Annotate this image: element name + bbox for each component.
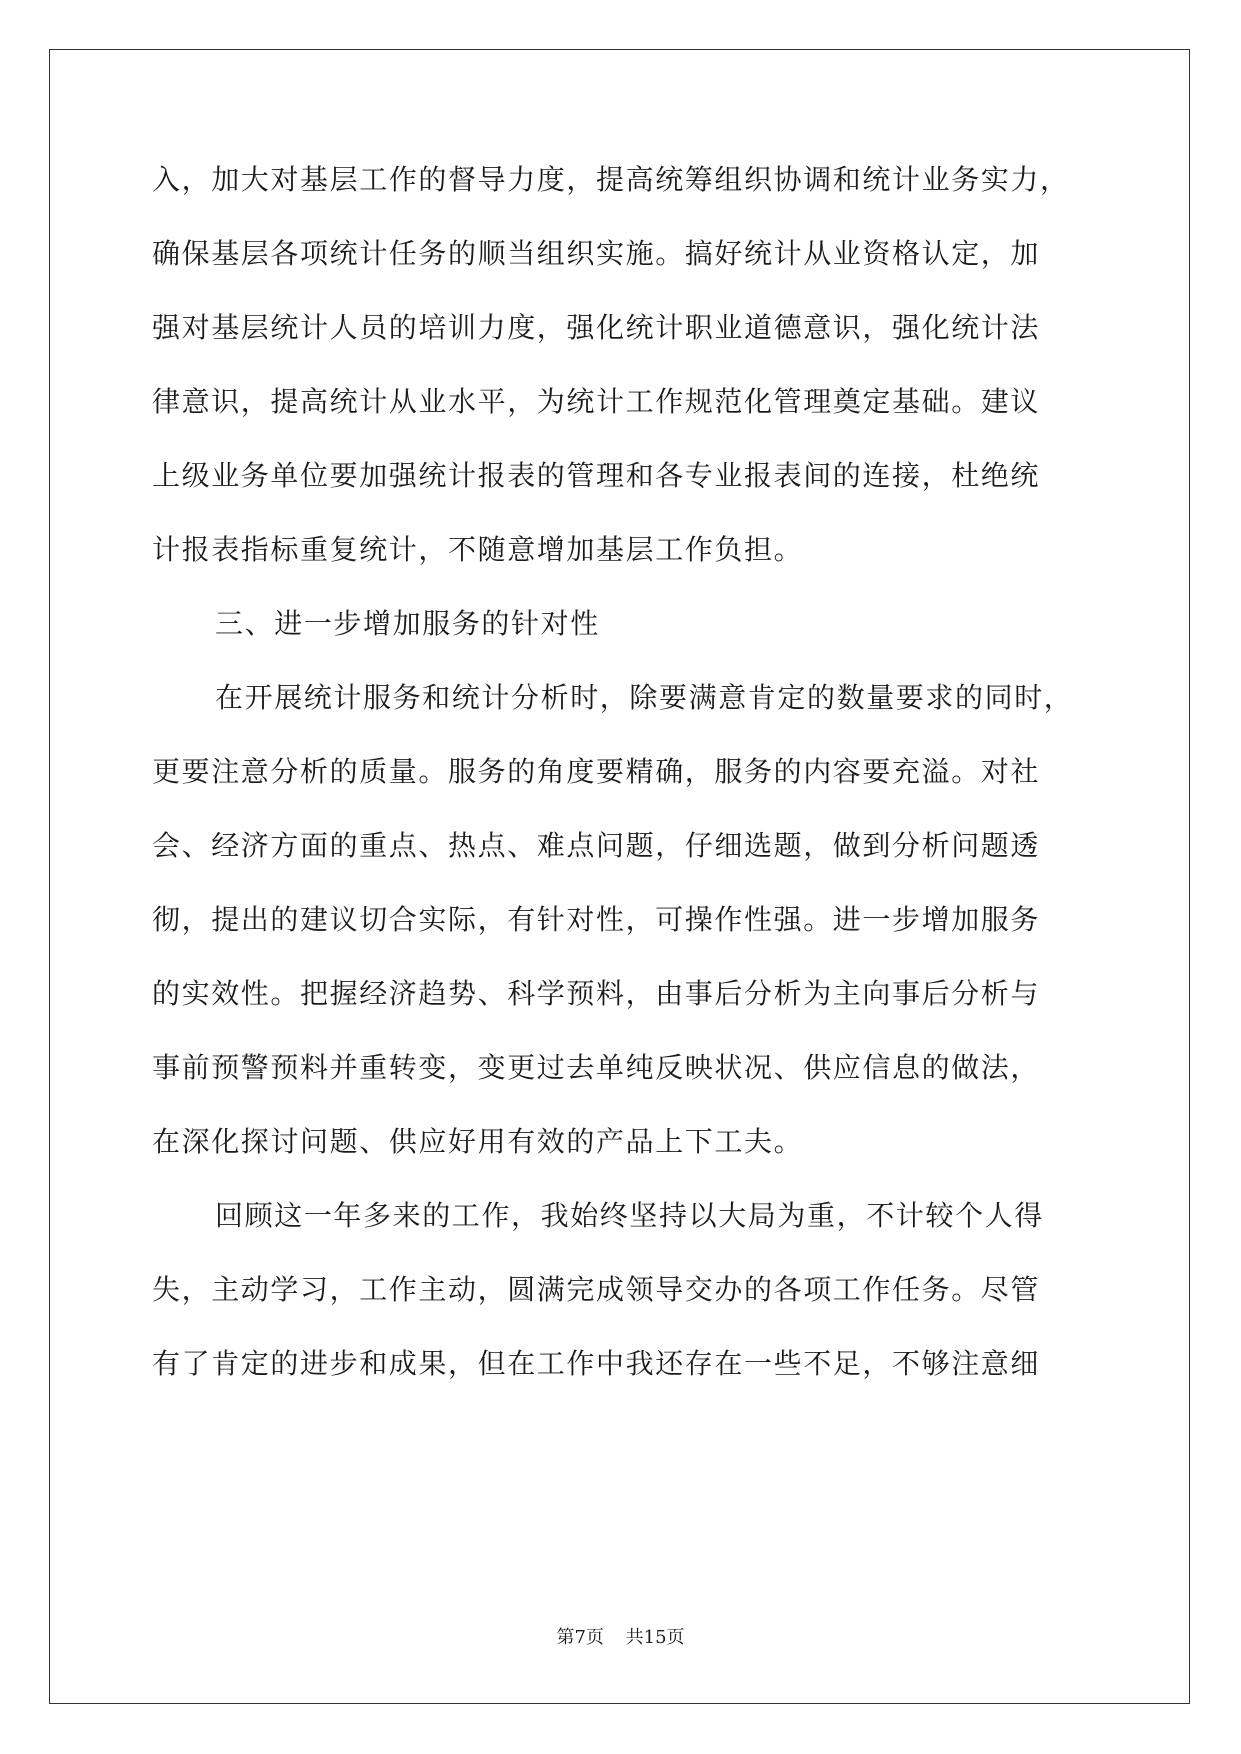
- body-line: 有了肯定的进步和成果，但在工作中我还存在一些不足，不够注意细: [152, 1347, 1041, 1380]
- body-line: 失，主动学习，工作主动，圆满完成领导交办的各项工作任务。尽管: [152, 1273, 1041, 1306]
- body-line: 确保基层各项统计任务的顺当组织实施。搞好统计从业资格认定，加: [152, 237, 1041, 270]
- page-number: 第7页: [556, 1627, 604, 1648]
- body-line: 律意识，提高统计从业水平，为统计工作规范化管理奠定基础。建议: [152, 385, 1041, 418]
- body-line: 入，加大对基层工作的督导力度，提高统筹组织协调和统计业务实力，: [152, 163, 1070, 196]
- body-line: 事前预警预料并重转变，变更过去单纯反映状况、供应信息的做法，: [152, 1051, 1041, 1084]
- section-heading: 三、进一步增加服务的针对性: [215, 607, 600, 640]
- body-line: 回顾这一年多来的工作，我始终坚持以大局为重，不计较个人得: [215, 1199, 1044, 1232]
- page-footer: [0, 1623, 1241, 1649]
- body-line: 上级业务单位要加强统计报表的管理和各专业报表间的连接，杜绝统: [152, 459, 1041, 492]
- body-line: 强对基层统计人员的培训力度，强化统计职业道德意识，强化统计法: [152, 311, 1041, 344]
- body-line: 会、经济方面的重点、热点、难点问题，仔细选题，做到分析问题透: [152, 829, 1041, 862]
- body-line: 更要注意分析的质量。服务的角度要精确，服务的内容要充溢。对社: [152, 755, 1041, 788]
- body-line: 计报表指标重复统计，不随意增加基层工作负担。: [152, 533, 804, 566]
- body-line: 在开展统计服务和统计分析时，除要满意肯定的数量要求的同时，: [215, 681, 1074, 714]
- page-border: [49, 49, 1190, 1704]
- body-line: 彻，提出的建议切合实际，有针对性，可操作性强。进一步增加服务: [152, 903, 1041, 936]
- page-total: 共15页: [625, 1627, 685, 1648]
- body-line: 的实效性。把握经济趋势、科学预料，由事后分析为主向事后分析与: [152, 977, 1041, 1010]
- body-line: 在深化探讨问题、供应好用有效的产品上下工夫。: [152, 1125, 804, 1158]
